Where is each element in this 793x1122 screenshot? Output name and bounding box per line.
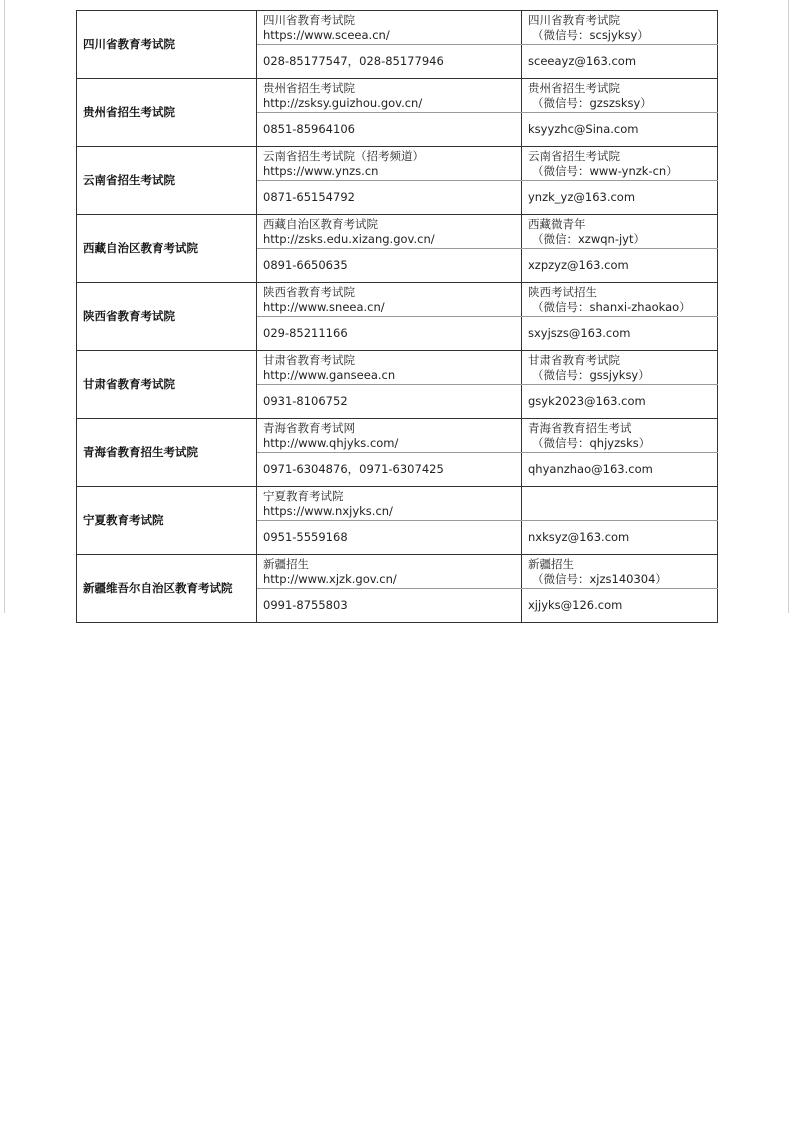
wechat-cell [522, 79, 718, 113]
page-edge-right [788, 0, 789, 613]
table-row [77, 555, 718, 589]
table-row [77, 11, 718, 45]
website-url[interactable]: http://www.ganseea.cn [263, 367, 396, 382]
wechat-id: （微信号：scsjyksy） [532, 27, 649, 42]
phone: 0851-85964106 [257, 113, 522, 147]
website-url[interactable]: http://www.sneea.cn/ [263, 299, 385, 314]
table-row [77, 419, 718, 453]
table-row [77, 487, 718, 521]
wechat-name: 贵州省招生考试院 [528, 80, 620, 95]
wechat-cell [522, 419, 718, 453]
website-name: 贵州省招生考试院 [263, 80, 355, 95]
wechat-cell [522, 283, 718, 317]
table-row [77, 351, 718, 385]
email[interactable]: sxyjszs@163.com [522, 317, 718, 351]
institution-name: 宁夏教育考试院 [77, 487, 257, 555]
wechat-name: 甘肃省教育考试院 [528, 352, 620, 367]
wechat-cell [522, 11, 718, 45]
website-cell [257, 215, 522, 249]
website-url[interactable]: https://www.nxjyks.cn/ [263, 503, 393, 518]
website-url[interactable]: https://www.ynzs.cn [263, 163, 379, 178]
website-name: 新疆招生 [263, 556, 309, 571]
website-name: 宁夏教育考试院 [263, 488, 344, 503]
website-cell [257, 555, 522, 589]
website-url[interactable]: http://www.qhjyks.com/ [263, 435, 399, 450]
website-name: 四川省教育考试院 [263, 12, 355, 27]
wechat-id: （微信号：qhjyzsks） [532, 435, 651, 450]
wechat-cell [522, 147, 718, 181]
website-cell [257, 351, 522, 385]
website-name: 西藏自治区教育考试院 [263, 216, 378, 231]
wechat-id: （微信号：gssjyksy） [532, 367, 650, 382]
email[interactable]: gsyk2023@163.com [522, 385, 718, 419]
phone: 0931-8106752 [257, 385, 522, 419]
wechat-cell [522, 215, 718, 249]
table-row [77, 215, 718, 249]
wechat-name: 云南省招生考试院 [528, 148, 620, 163]
institution-name: 云南省招生考试院 [77, 147, 257, 215]
email[interactable]: qhyanzhao@163.com [522, 453, 718, 487]
institution-name: 青海省教育招生考试院 [77, 419, 257, 487]
website-cell [257, 487, 522, 521]
wechat-id: （微信号：xjzs140304） [532, 571, 667, 586]
wechat-cell [522, 487, 718, 521]
website-cell [257, 147, 522, 181]
wechat-name: 青海省教育招生考试 [528, 420, 632, 435]
wechat-name: 陕西考试招生 [528, 284, 597, 299]
email[interactable]: sceeayz@163.com [522, 45, 718, 79]
institution-name: 贵州省招生考试院 [77, 79, 257, 147]
wechat-id: （微信：xzwqn-jyt） [532, 231, 645, 246]
phone: 0971-6304876，0971-6307425 [257, 453, 522, 487]
phone: 029-85211166 [257, 317, 522, 351]
website-cell [257, 11, 522, 45]
phone: 0891-6650635 [257, 249, 522, 283]
website-url[interactable]: http://www.xjzk.gov.cn/ [263, 571, 397, 586]
phone: 0951-5559168 [257, 521, 522, 555]
website-name: 甘肃省教育考试院 [263, 352, 355, 367]
table-row [77, 283, 718, 317]
phone: 0991-8755803 [257, 589, 522, 623]
institution-name: 四川省教育考试院 [77, 11, 257, 79]
phone: 0871-65154792 [257, 181, 522, 215]
website-url[interactable]: http://zsksy.guizhou.gov.cn/ [263, 95, 423, 110]
email[interactable]: ynzk_yz@163.com [522, 181, 718, 215]
table-row [77, 147, 718, 181]
wechat-name: 四川省教育考试院 [528, 12, 620, 27]
website-cell [257, 419, 522, 453]
wechat-cell [522, 555, 718, 589]
website-name: 云南省招生考试院（招考频道） [263, 148, 424, 163]
email[interactable]: xzpzyz@163.com [522, 249, 718, 283]
wechat-cell [522, 351, 718, 385]
institution-name: 甘肃省教育考试院 [77, 351, 257, 419]
website-cell [257, 283, 522, 317]
website-name: 陕西省教育考试院 [263, 284, 355, 299]
table-row [77, 79, 718, 113]
phone: 028-85177547，028-85177946 [257, 45, 522, 79]
email[interactable]: nxksyz@163.com [522, 521, 718, 555]
email[interactable]: xjjyks@126.com [522, 589, 718, 623]
wechat-id: （微信号：shanxi-zhaokao） [532, 299, 691, 314]
wechat-name: 西藏微青年 [528, 216, 586, 231]
website-url[interactable]: http://zsks.edu.xizang.gov.cn/ [263, 231, 435, 246]
email[interactable]: ksyyzhc@Sina.com [522, 113, 718, 147]
website-cell [257, 79, 522, 113]
wechat-id: （微信号：www-ynzk-cn） [532, 163, 678, 178]
wechat-id: （微信号：gzszsksy） [532, 95, 652, 110]
page-edge-left [4, 0, 5, 613]
contact-table [76, 10, 718, 623]
website-url[interactable]: https://www.sceea.cn/ [263, 27, 390, 42]
institution-name: 西藏自治区教育考试院 [77, 215, 257, 283]
website-name: 青海省教育考试网 [263, 420, 355, 435]
institution-name: 新疆维吾尔自治区教育考试院 [77, 555, 257, 623]
institution-name: 陕西省教育考试院 [77, 283, 257, 351]
wechat-name: 新疆招生 [528, 556, 574, 571]
